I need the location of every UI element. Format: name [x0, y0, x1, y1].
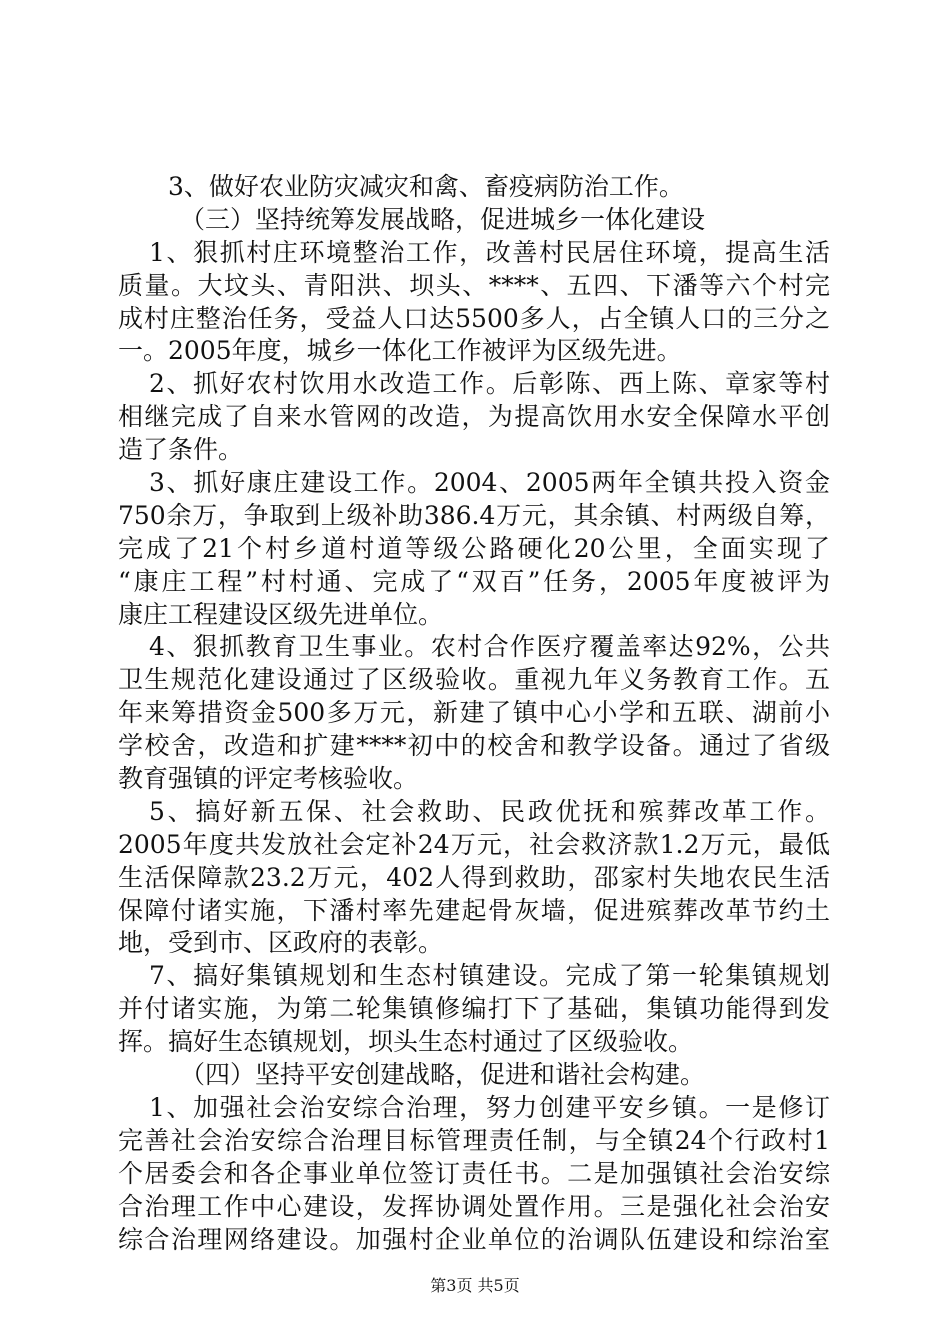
section-heading: （三）坚持统筹发展战略，促进城乡一体化建设	[180, 204, 706, 234]
paragraph-line: 教育强镇的评定考核验收。	[118, 764, 419, 794]
paragraph-line: 3、抓好康庄建设工作。2004、2005两年全镇共投入资金	[149, 468, 830, 498]
page-footer	[0, 1276, 950, 1296]
paragraph-line: 保障付诸实施，下潘村率先建起骨灰墙，促进殡葬改革节约土	[118, 895, 830, 925]
paragraph-line: 2、抓好农村饮用水改造工作。后彰陈、西上陈、章家等村	[149, 369, 830, 399]
paragraph-line: 并付诸实施，为第二轮集镇修编打下了基础，集镇功能得到发	[118, 994, 830, 1024]
paragraph-line: 合治理工作中心建设，发挥协调处置作用。三是强化社会治安	[118, 1191, 830, 1221]
section-heading: （四）坚持平安创建战略，促进和谐社会构建。	[180, 1060, 706, 1090]
paragraph-line: 4、狠抓教育卫生事业。农村合作医疗覆盖率达92%，公共	[149, 632, 830, 662]
document-body	[118, 171, 830, 1256]
paragraph-line: 挥。搞好生态镇规划，坝头生态村通过了区级验收。	[118, 1027, 694, 1057]
paragraph-line: 750余万，争取到上级补助386.4万元，其余镇、村两级自筹，	[118, 500, 830, 530]
paragraph-line: 成村庄整治任务，受益人口达5500多人，占全镇人口的三分之	[118, 303, 830, 333]
paragraph-line: 2005年度共发放社会定补24万元，社会救济款1.2万元，最低	[118, 829, 830, 859]
paragraph-line: 相继完成了自来水管网的改造，为提高饮用水安全保障水平创	[118, 402, 830, 432]
paragraph-line: 造了条件。	[118, 435, 244, 465]
paragraph-line: 个居委会和各企事业单位签订责任书。二是加强镇社会治安综	[118, 1158, 830, 1188]
paragraph-line: 一。2005年度，城乡一体化工作被评为区级先进。	[118, 336, 682, 366]
paragraph-line: 完成了21个村乡道村道等级公路硬化20公里，全面实现了	[118, 533, 830, 563]
paragraph-line: 康庄工程建设区级先进单位。	[118, 599, 444, 629]
paragraph-line: 3、做好农业防灾减灾和禽、畜疫病防治工作。	[168, 172, 684, 201]
paragraph-line: 综合治理网络建设。加强村企业单位的治调队伍建设和综治室	[118, 1224, 830, 1254]
paragraph-line: 完善社会治安综合治理目标管理责任制，与全镇24个行政村1	[118, 1125, 830, 1155]
paragraph-line: 1、加强社会治安综合治理，努力创建平安乡镇。一是修订	[149, 1092, 830, 1122]
paragraph-line: 质量。大坟头、青阳洪、坝头、****、五四、下潘等六个村完	[118, 270, 830, 300]
paragraph-line: “康庄工程”村村通、完成了“双百”任务，2005年度被评为	[118, 566, 830, 596]
page-indicator: 第3页 共5页	[430, 1276, 520, 1295]
paragraph-line: 生活保障款23.2万元，402人得到救助，邵家村失地农民生活	[118, 862, 830, 892]
paragraph-line: 地，受到市、区政府的表彰。	[118, 928, 444, 958]
paragraph-line: 1、狠抓村庄环境整治工作，改善村民居住环境，提高生活	[149, 237, 830, 267]
paragraph-line: 卫生规范化建设通过了区级验收。重视九年义务教育工作。五	[118, 665, 830, 695]
paragraph-line: 5、搞好新五保、社会救助、民政优抚和殡葬改革工作。	[149, 796, 830, 826]
paragraph-line: 学校舍，改造和扩建****初中的校舍和教学设备。通过了省级	[118, 731, 830, 761]
paragraph-line: 年来筹措资金500多万元，新建了镇中心小学和五联、湖前小	[118, 698, 830, 728]
paragraph-line: 7、搞好集镇规划和生态村镇建设。完成了第一轮集镇规划	[149, 961, 830, 991]
